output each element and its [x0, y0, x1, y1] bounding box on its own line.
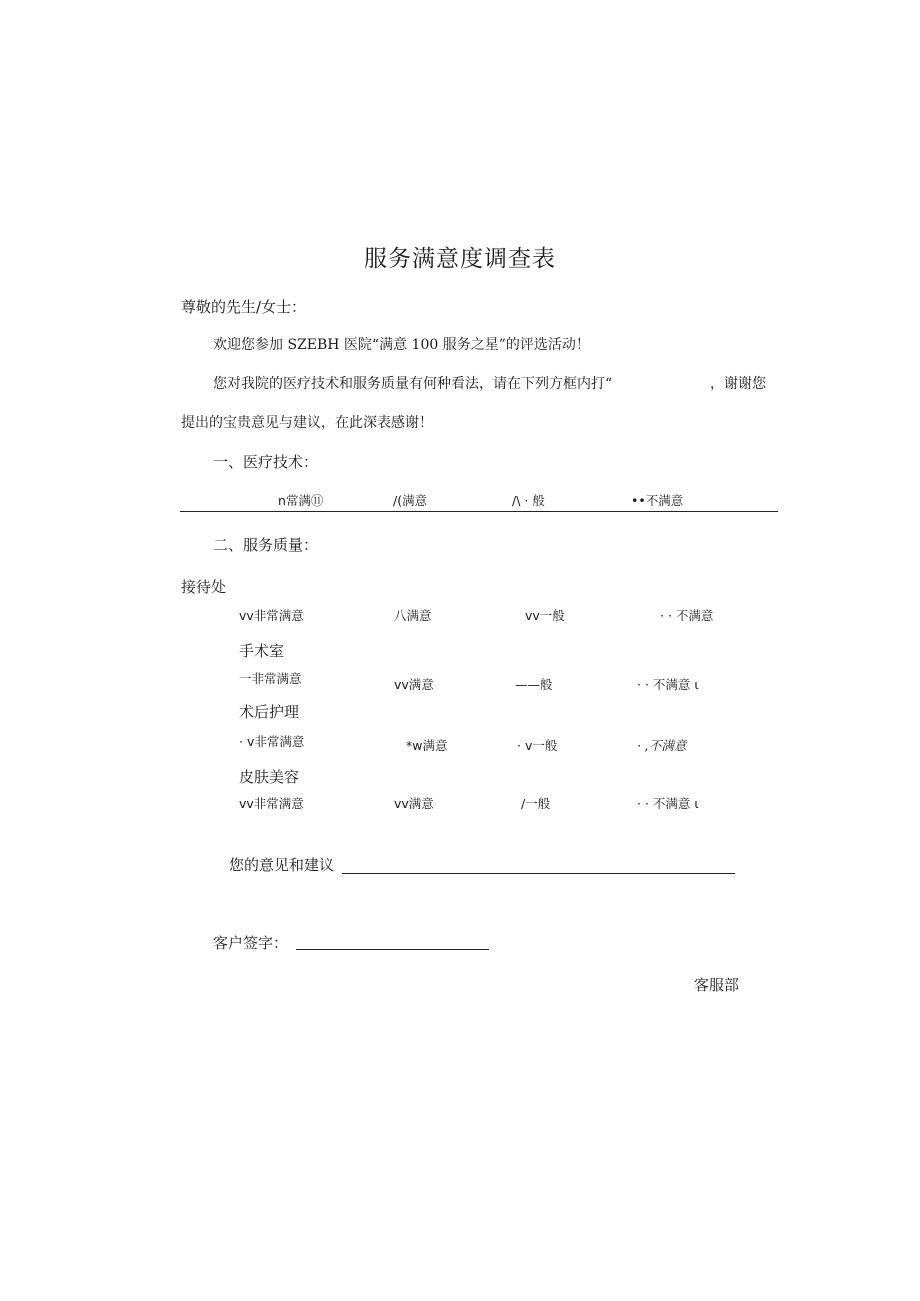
- feedback-input-line[interactable]: [342, 873, 735, 874]
- postop-option-very-satisfied[interactable]: · v非常满意: [239, 734, 305, 749]
- feedback-label: 您的意见和建议: [229, 856, 335, 874]
- document-title: 服务满意度调查表: [364, 246, 556, 272]
- postop-option-dissatisfied[interactable]: · ,不满意: [637, 738, 687, 753]
- operating-option-satisfied[interactable]: vv满意: [394, 677, 434, 692]
- group-reception-title: 接待处: [181, 578, 227, 596]
- skin-option-satisfied[interactable]: vv满意: [394, 796, 434, 811]
- intro-line-2-end: ，谢谢您: [710, 376, 766, 392]
- section-service-heading: 二、服务质量：: [213, 536, 319, 554]
- group-postop-care-title: 术后护理: [239, 703, 300, 721]
- reception-option-very-satisfied[interactable]: vv非常满意: [239, 608, 304, 623]
- intro-line-1: 欢迎您参加 SZEBH 医院“满意 100 服务之星”的评选活动！: [213, 337, 590, 353]
- reception-option-average[interactable]: vv一般: [525, 608, 565, 623]
- reception-option-dissatisfied[interactable]: · · 不满意: [660, 608, 714, 623]
- section-divider: [180, 511, 778, 512]
- operating-option-dissatisfied[interactable]: · · 不满意 ι: [637, 677, 699, 692]
- postop-option-average[interactable]: · v一般: [517, 738, 558, 753]
- group-skin-beauty-title: 皮肤美容: [239, 768, 300, 786]
- skin-option-average[interactable]: /一般: [521, 796, 551, 811]
- medical-option-average[interactable]: /\ · 般: [512, 493, 545, 508]
- signature-label: 客户签字：: [213, 934, 289, 952]
- greeting: 尊敬的先生/女士：: [181, 298, 307, 316]
- medical-option-very-satisfied[interactable]: n常满⑪: [278, 493, 324, 508]
- operating-option-average[interactable]: ——般: [515, 677, 553, 692]
- section-medical-heading: 一、医疗技术：: [213, 453, 319, 471]
- group-operating-room-title: 手术室: [239, 642, 285, 660]
- medical-option-satisfied[interactable]: /(满意: [393, 493, 428, 508]
- intro-line-3: 提出的宝贵意见与建议，在此深表感谢！: [181, 415, 433, 431]
- intro-line-2: 您对我院的医疗技术和服务质量有何种看法，请在下列方框内打“: [213, 376, 613, 392]
- operating-option-very-satisfied[interactable]: 一非常满意: [239, 671, 302, 686]
- skin-option-dissatisfied[interactable]: · · 不满意 ι: [637, 796, 699, 811]
- signature-input-line[interactable]: [296, 949, 489, 950]
- department-label: 客服部: [694, 976, 740, 994]
- reception-option-satisfied[interactable]: 八满意: [394, 608, 432, 623]
- medical-option-dissatisfied[interactable]: ••不满意: [631, 493, 684, 508]
- postop-option-satisfied[interactable]: *w满意: [406, 738, 448, 753]
- skin-option-very-satisfied[interactable]: vv非常满意: [239, 796, 304, 811]
